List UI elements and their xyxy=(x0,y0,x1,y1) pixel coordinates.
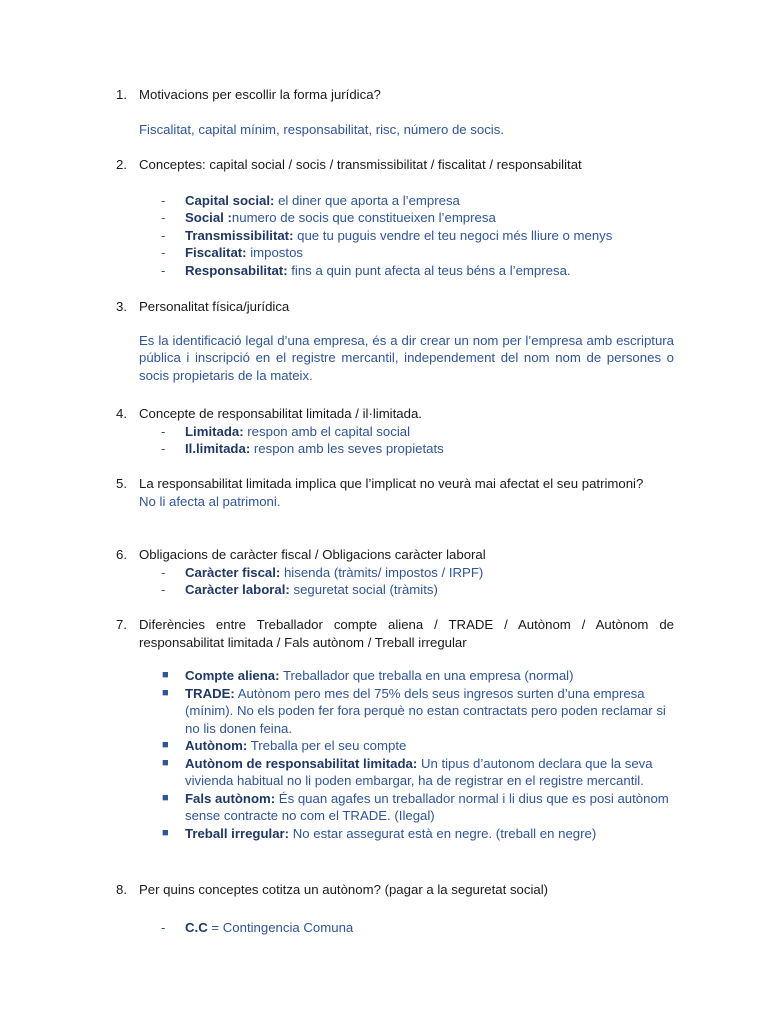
question-3 xyxy=(116,298,674,384)
list-item: - Social :numero de socis que constitueixen l’empresa xyxy=(161,210,496,225)
dash-marker: - xyxy=(161,262,166,278)
dash-marker: - xyxy=(161,423,166,439)
question-text: Personalitat física/jurídica xyxy=(139,299,290,314)
list-item: - Capital social: el diner que aporta a l’empresa xyxy=(161,192,460,208)
list-item: ■ Autònom: Treballa per el seu compte xyxy=(162,738,407,753)
concept-list xyxy=(116,423,674,458)
question-7 xyxy=(116,616,674,842)
dash-marker: - xyxy=(161,919,166,935)
concept-list xyxy=(116,192,674,280)
question-text: Diferències entre Treballador compte aliena / TRADE / Autònom / Autònom de responsabilitat limitada / Fals autònom / Treball irregular xyxy=(139,617,674,650)
question-text: Concepte de responsabilitat limitada / il·limitada. xyxy=(139,406,422,421)
question-text: Obligacions de caràcter fiscal / Obligacions caràcter laboral xyxy=(139,547,486,562)
question-number: 7. xyxy=(116,617,127,632)
bullet-marker: ■ xyxy=(162,791,169,804)
answer-text: Fiscalitat, capital mínim, responsabilitat, risc, número de socis. xyxy=(139,121,504,137)
dash-marker: - xyxy=(161,227,166,243)
bullet-marker: ■ xyxy=(162,669,169,681)
list-item: - Il.limitada: respon amb les seves propietats xyxy=(161,441,444,456)
list-item: - Limitada: respon amb el capital social xyxy=(161,423,411,439)
question-number: 4. xyxy=(116,406,127,421)
question-6 xyxy=(116,546,674,599)
question-text: La responsabilitat limitada implica que l’implicat no veurà mai afectat el seu patrimoni? xyxy=(139,476,644,491)
list-item: - Transmissibilitat: que tu puguis vendre el teu negoci més lliure o menys xyxy=(161,227,613,243)
answer-text: No li afecta al patrimoni. xyxy=(139,493,281,509)
list-item: - Fiscalitat: impostos xyxy=(161,245,303,260)
dash-marker: - xyxy=(161,582,166,597)
question-text: Per quins conceptes cotitza un autònom? (pagar a la seguretat social) xyxy=(139,882,549,897)
bullet-marker: ■ xyxy=(162,826,169,839)
question-8 xyxy=(116,881,674,936)
list-item: ■ TRADE: Autònom pero mes del 75% dels seus ingresos surten d’una empresa (mínim). No els poden fer fora perquè no estan contractats pero poden reclamar si no lis donen feina. xyxy=(162,685,666,736)
list-item: ■ Fals autònom: És quan agafes un treballador normal i li dius que es posi autònom sense contracte no com el TRADE. (Ilegal) xyxy=(162,790,669,823)
bullet-marker: ■ xyxy=(162,686,169,699)
question-number: 6. xyxy=(116,547,127,562)
question-1 xyxy=(116,86,674,138)
question-number: 1. xyxy=(116,87,127,102)
list-item: - C.C = Contingencia Comuna xyxy=(161,919,354,935)
question-number: 8. xyxy=(116,882,127,897)
dash-marker: - xyxy=(161,564,166,580)
question-number: 3. xyxy=(116,299,127,314)
question-4 xyxy=(116,405,674,458)
list-item: ■ Treball irregular: No estar assegurat està en negre. (treball en negre) xyxy=(162,825,597,841)
concept-list xyxy=(116,667,674,842)
bullet-marker: ■ xyxy=(162,739,169,751)
list-item: - Responsabilitat: fins a quin punt afecta al teus béns a l’empresa. xyxy=(161,262,571,278)
question-2 xyxy=(116,156,674,279)
question-number: 5. xyxy=(116,476,127,491)
list-item: - Caràcter laboral: seguretat social (tràmits) xyxy=(161,582,438,597)
concept-list xyxy=(116,919,674,937)
question-5 xyxy=(116,475,674,510)
bullet-marker: ■ xyxy=(162,756,169,769)
list-item: ■ Autònom de responsabilitat limitada: Un tipus d’autonom declara que la seva vivienda habitual no li poden embargar, ha de registrar en el registre mercantil. xyxy=(162,755,653,788)
concept-list xyxy=(116,564,674,599)
dash-marker: - xyxy=(161,192,166,208)
list-item: - Caràcter fiscal: hisenda (tràmits/ impostos / IRPF) xyxy=(161,564,484,580)
dash-marker: - xyxy=(161,245,166,260)
question-text: Conceptes: capital social / socis / transmissibilitat / fiscalitat / responsabilitat xyxy=(139,157,582,172)
list-item: ■ Compte aliena: Treballador que treballa en una empresa (normal) xyxy=(162,668,574,683)
answer-text: Es la identificació legal d’una empresa, és a dir crear un nom per l’empresa amb escriptura pública i inscripció en el registre mercantil, independement del nom nom de persones o socis propietaris de la mateix. xyxy=(139,332,674,383)
dash-marker: - xyxy=(161,210,166,225)
question-number: 2. xyxy=(116,157,127,172)
question-text: Motivacions per escollir la forma jurídica? xyxy=(139,87,381,102)
dash-marker: - xyxy=(161,441,166,456)
